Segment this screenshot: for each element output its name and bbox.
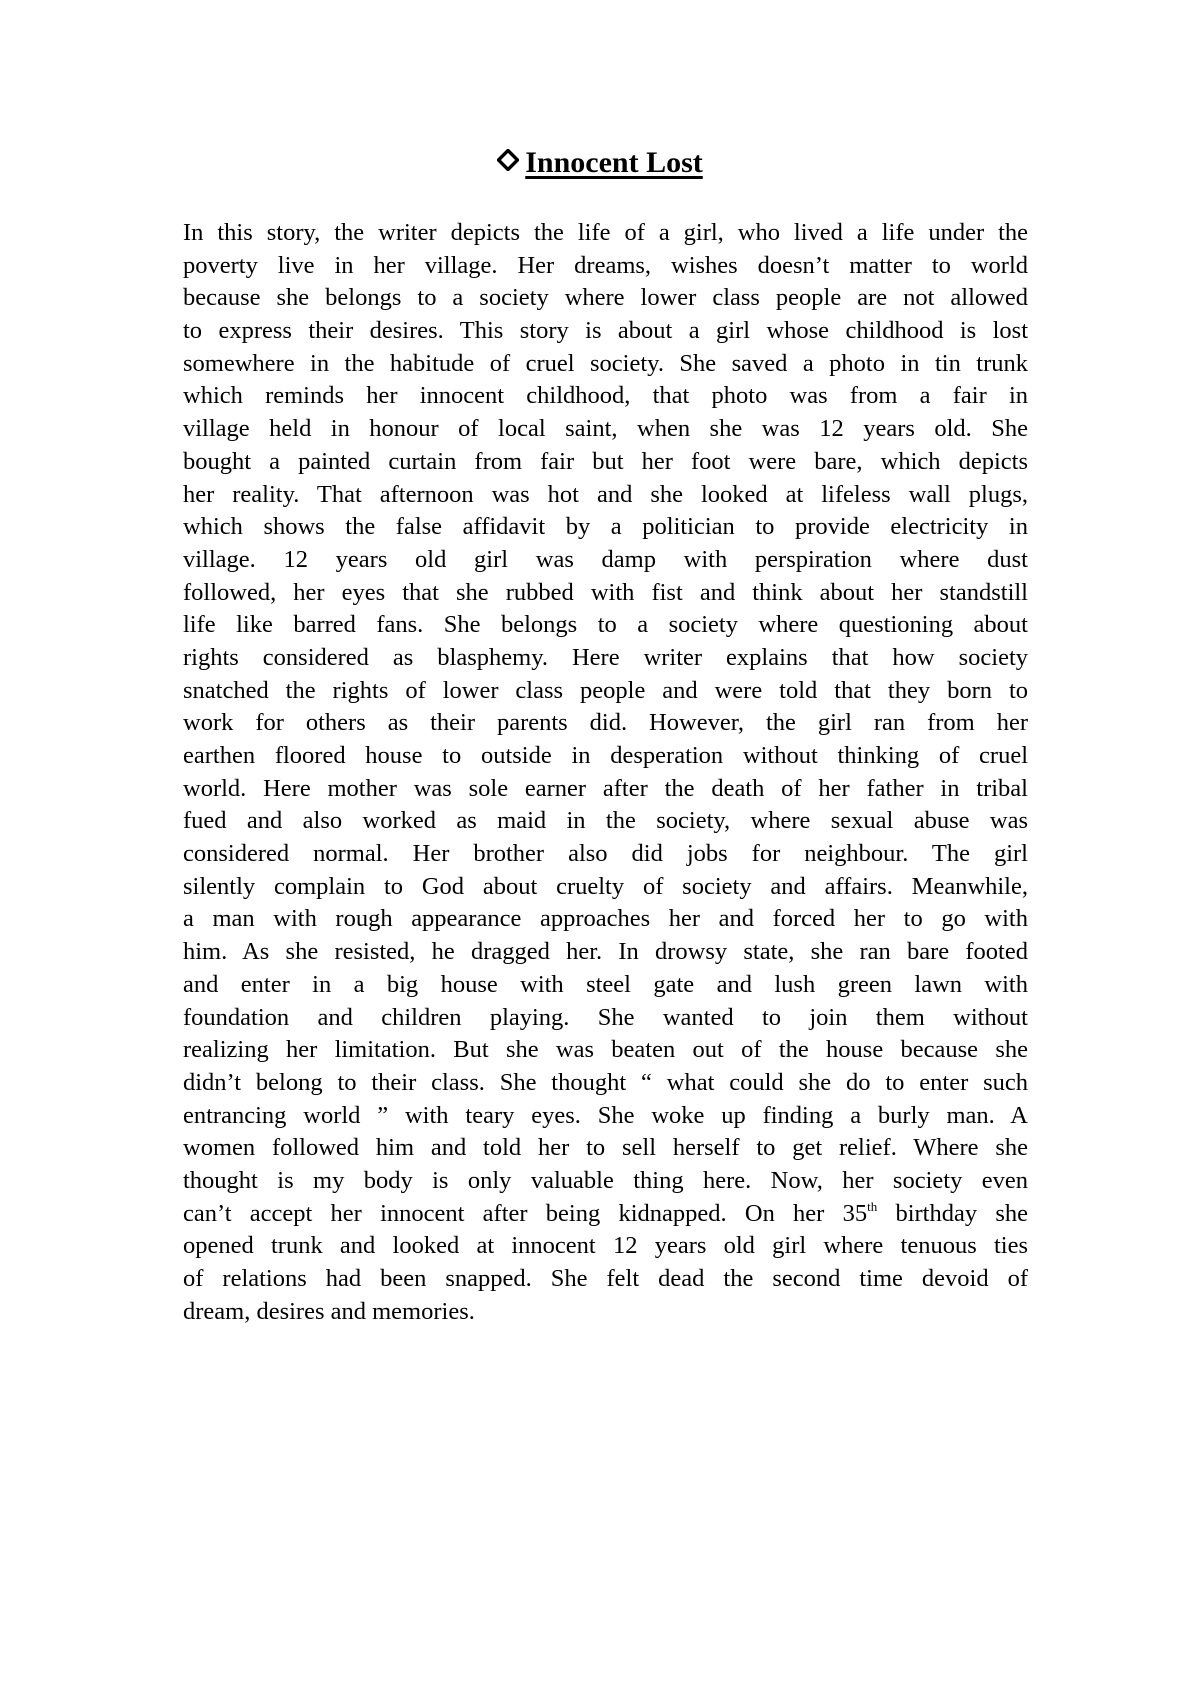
text-line: earthen floored house to outside in desperation without thinking of cruel [183, 742, 1028, 769]
text-line-with-superscript [183, 1198, 1028, 1231]
text-line: village. 12 years old girl was damp with perspiration where dust [183, 545, 1028, 573]
text-segment: can’t accept her innocent after being kidnapped. On her 35 [183, 1199, 868, 1227]
text-segment: birthday she [877, 1199, 1029, 1227]
text-line: silently complain to God about cruelty of society and affairs. Meanwhile, [183, 872, 1028, 900]
text-line: rights considered as blasphemy. Here writer explains that how society [183, 643, 1028, 671]
text-line: In this story, the writer depicts the life of a girl, who lived a life under the [183, 219, 1028, 246]
text-line: entrancing world ” with teary eyes. She woke up finding a burly man. A [183, 1101, 1028, 1129]
text-line: opened trunk and looked at innocent 12 years old girl where tenuous ties [183, 1232, 1028, 1260]
text-line: women followed him and told her to sell herself to get relief. Where she [183, 1134, 1028, 1162]
text-line: considered normal. Her brother also did jobs for neighbour. The girl [183, 840, 1028, 868]
diamond-outline-icon [497, 142, 519, 164]
text-line: didn’t belong to their class. She thought “ what could she do to enter such [183, 1068, 1028, 1096]
text-line: a man with rough appearance approaches her and forced her to go with [183, 905, 1028, 933]
title-text: Innocent Lost [525, 146, 703, 179]
ordinal-superscript: th [867, 1198, 878, 1214]
text-line: which shows the false affidavit by a politician to provide electricity in [183, 513, 1028, 541]
text-line-last: dream, desires and memories. [183, 1297, 475, 1325]
text-line: him. As she resisted, he dragged her. In drowsy state, she ran bare footed [183, 938, 1028, 966]
text-line: of relations had been snapped. She felt dead the second time devoid of [183, 1265, 1028, 1292]
text-line: poverty live in her village. Her dreams, wishes doesn’t matter to world [183, 251, 1028, 279]
text-line: to express their desires. This story is about a girl whose childhood is lost [183, 317, 1028, 345]
summary-paragraph [183, 217, 1028, 1328]
text-line: fued and also worked as maid in the society, where sexual abuse was [183, 807, 1028, 835]
text-line: her reality. That afternoon was hot and she looked at lifeless wall plugs, [183, 480, 1028, 508]
text-line: thought is my body is only valuable thing here. Now, her society even [183, 1166, 1028, 1194]
text-line: life like barred fans. She belongs to a society where questioning about [183, 611, 1028, 639]
text-line: bought a painted curtain from fair but her foot were bare, which depicts [183, 447, 1028, 475]
text-line: snatched the rights of lower class people and were told that they born to [183, 676, 1028, 704]
text-line: village held in honour of local saint, when she was 12 years old. She [183, 415, 1028, 443]
page-title [0, 142, 1200, 183]
text-line: followed, her eyes that she rubbed with fist and think about her standstill [183, 578, 1028, 606]
text-line: because she belongs to a society where lower class people are not allowed [183, 284, 1028, 312]
text-line: somewhere in the habitude of cruel society. She saved a photo in tin trunk [183, 349, 1028, 377]
text-line: work for others as their parents did. However, the girl ran from her [183, 709, 1028, 737]
text-line: which reminds her innocent childhood, that photo was from a fair in [183, 382, 1028, 410]
text-line: realizing her limitation. But she was beaten out of the house because she [183, 1036, 1028, 1064]
text-line: foundation and children playing. She wanted to join them without [183, 1003, 1028, 1031]
text-line: world. Here mother was sole earner after the death of her father in tribal [183, 774, 1028, 802]
text-line: and enter in a big house with steel gate and lush green lawn with [183, 970, 1028, 998]
